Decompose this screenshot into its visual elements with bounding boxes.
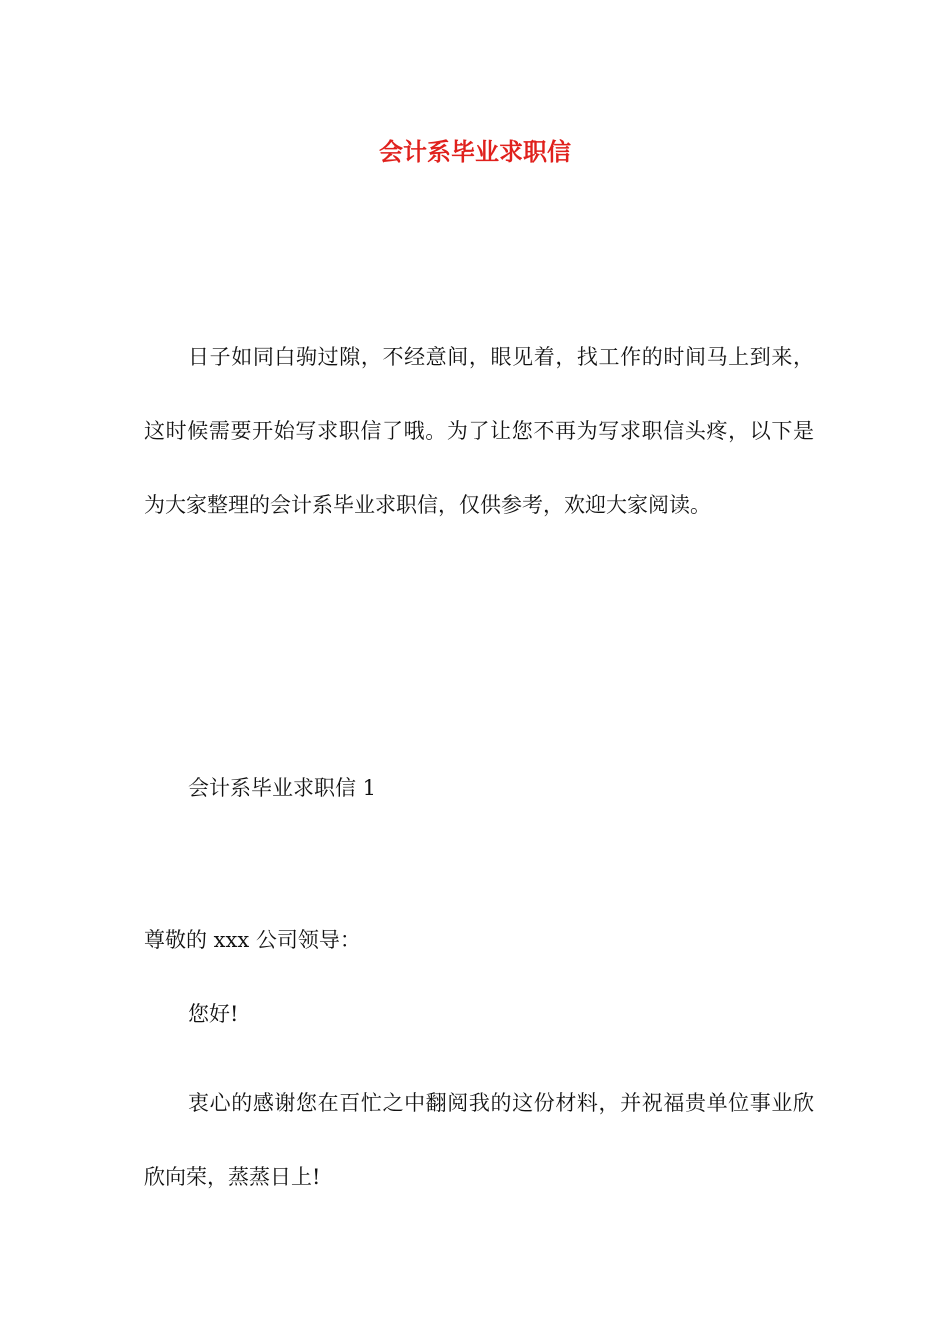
document-title: 会计系毕业求职信 <box>379 137 571 166</box>
greeting: 您好! <box>188 1002 239 1026</box>
salutation: 尊敬的 xxx 公司领导： <box>144 928 361 952</box>
body-paragraph: 衷心的感谢您在百忙之中翻阅我的这份材料，并祝福贵单位事业欣欣向荣，蒸蒸日上! <box>144 1091 814 1189</box>
intro-paragraph: 日子如同白驹过隙，不经意间，眼见着，找工作的时间马上到来，这时候需要开始写求职信了哦。为了让您不再为写求职信头疼，以下是为大家整理的会计系毕业求职信，仅供参考，欢迎大家阅读。 <box>144 345 814 517</box>
section-heading: 会计系毕业求职信 1 <box>188 776 377 800</box>
